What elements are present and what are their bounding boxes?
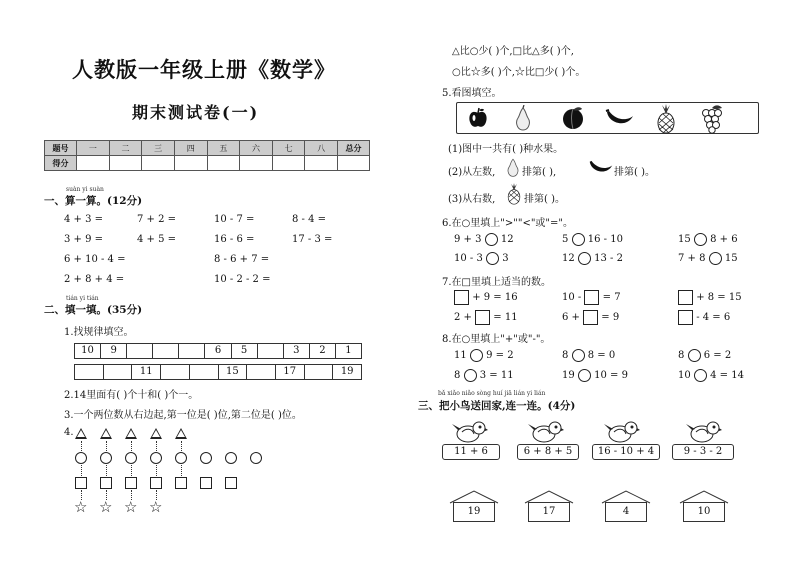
calc-problem: 7 + 2 = bbox=[137, 214, 177, 225]
seq-cell: 19 bbox=[340, 366, 354, 377]
seq-cell[interactable] bbox=[247, 365, 276, 379]
seq-cell[interactable] bbox=[104, 365, 133, 379]
fill-q3: 3.一个两位数从右边起,第一位是( )位,第二位是( )位。 bbox=[64, 410, 302, 421]
sequence-row-1 bbox=[74, 343, 362, 359]
circle-icon bbox=[150, 452, 162, 464]
answer-circle[interactable] bbox=[572, 349, 585, 362]
grapes-icon bbox=[700, 104, 724, 134]
seq-cell: 11 bbox=[132, 365, 161, 379]
dotted-connector bbox=[131, 465, 132, 476]
score-cell[interactable] bbox=[338, 156, 370, 171]
seq-cell[interactable] bbox=[179, 344, 205, 358]
answer-circle[interactable] bbox=[470, 349, 483, 362]
bird-icon bbox=[452, 420, 488, 444]
section3-pinyin: bǎ xiǎo niǎo sòng huí jiā lián yi lián bbox=[438, 390, 546, 397]
score-cell[interactable] bbox=[109, 156, 142, 171]
apple-icon bbox=[467, 107, 489, 129]
banana-icon bbox=[605, 108, 635, 128]
score-col: 五 bbox=[207, 141, 240, 156]
bird-icon bbox=[528, 420, 564, 444]
bird-expression[interactable]: 11 + 6 bbox=[442, 444, 500, 460]
star-icon: ☆ bbox=[74, 498, 88, 516]
q5-sub3-rank: 排第( )。 bbox=[524, 194, 565, 205]
answer-box[interactable] bbox=[584, 290, 599, 305]
peach-icon bbox=[561, 106, 585, 130]
score-col: 七 bbox=[272, 141, 305, 156]
calc-problem: 10 - 2 - 2 = bbox=[214, 274, 271, 285]
fruit-strip bbox=[456, 102, 759, 134]
house-number: 10 bbox=[683, 502, 725, 522]
circle-icon bbox=[200, 452, 212, 464]
score-cell[interactable] bbox=[142, 156, 175, 171]
pear-icon bbox=[514, 105, 532, 131]
q5-heading: 5.看图填空。 bbox=[442, 88, 502, 99]
fill-box-item: 2 + = 11 bbox=[454, 312, 518, 323]
bird-expression[interactable]: 6 + 8 + 5 bbox=[517, 444, 579, 460]
q4-line1: △比○少( )个,□比△多( )个, bbox=[452, 46, 574, 57]
operator-item: 8 6 = 2 bbox=[678, 350, 732, 361]
fill-q2: 2.14里面有( )个十和( )个一。 bbox=[64, 390, 199, 401]
seq-cell: 9 bbox=[101, 344, 127, 358]
score-cell[interactable] bbox=[240, 156, 273, 171]
triangle-icon bbox=[125, 428, 137, 439]
fill-box-item: + 9 = 16 bbox=[454, 290, 518, 305]
operator-item: 8 8 = 0 bbox=[562, 350, 616, 361]
seq-cell: 2 bbox=[310, 344, 336, 358]
answer-circle[interactable] bbox=[694, 369, 707, 382]
triangle-icon bbox=[150, 428, 162, 439]
seq-cell: 5 bbox=[232, 344, 258, 358]
calc-problem: 4 + 5 = bbox=[137, 234, 177, 245]
fill-box-item: - 4 = 6 bbox=[678, 310, 730, 325]
seq-cell: 17 bbox=[276, 365, 305, 379]
q5-sub3-prefix: (3)从右数, bbox=[448, 194, 496, 205]
seq-cell: 15 bbox=[219, 365, 248, 379]
calc-problem: 10 - 7 = bbox=[214, 214, 255, 225]
circle-icon bbox=[175, 452, 187, 464]
calc-problem: 16 - 6 = bbox=[214, 234, 255, 245]
calc-problem: 8 - 4 = bbox=[292, 214, 327, 225]
circle-icon bbox=[100, 452, 112, 464]
answer-circle[interactable] bbox=[709, 252, 722, 265]
compare-item: 10 - 3 3 bbox=[454, 253, 509, 264]
square-icon bbox=[200, 477, 212, 489]
calc-problem: 17 - 3 = bbox=[292, 234, 333, 245]
seq-cell: 1 bbox=[345, 345, 352, 356]
seq-cell[interactable] bbox=[305, 365, 334, 379]
dotted-connector bbox=[156, 441, 157, 451]
score-col: 四 bbox=[174, 141, 207, 156]
fill-box-item: 10 - = 7 bbox=[562, 292, 621, 303]
operator-item: 8 3 = 11 bbox=[454, 370, 514, 381]
compare-item: 7 + 8 15 bbox=[678, 253, 738, 264]
calc-problem: 4 + 3 = bbox=[64, 214, 104, 225]
section2-heading: 二、填一填。(35分) bbox=[44, 304, 143, 316]
dotted-connector bbox=[106, 441, 107, 451]
circle-icon bbox=[75, 452, 87, 464]
q6-heading: 6.在○里填上">""<"或"="。 bbox=[442, 218, 574, 229]
square-icon bbox=[175, 477, 187, 489]
answer-box[interactable] bbox=[678, 290, 693, 305]
page-title: 人教版一年级上册《数学》 bbox=[72, 57, 336, 82]
answer-circle[interactable] bbox=[485, 233, 498, 246]
answer-box[interactable] bbox=[454, 290, 469, 305]
compare-item: 5 16 - 10 bbox=[562, 234, 623, 245]
answer-circle[interactable] bbox=[694, 233, 707, 246]
score-total-header: 总分 bbox=[338, 141, 370, 156]
house-number: 17 bbox=[528, 502, 570, 522]
square-icon bbox=[225, 477, 237, 489]
score-row-header: 题号 bbox=[45, 141, 77, 156]
dotted-connector bbox=[156, 465, 157, 476]
dotted-connector bbox=[81, 465, 82, 476]
dotted-connector bbox=[106, 465, 107, 476]
q5-sub1: (1)图中一共有( )种水果。 bbox=[448, 144, 564, 155]
bird-expression[interactable]: 16 - 10 + 4 bbox=[592, 444, 660, 460]
seq-cell: 10 bbox=[75, 344, 101, 358]
star-icon: ☆ bbox=[149, 498, 163, 516]
star-icon: ☆ bbox=[124, 498, 138, 516]
triangle-icon bbox=[175, 428, 187, 439]
section1-pinyin: suàn yi suàn bbox=[66, 186, 104, 193]
answer-box[interactable] bbox=[678, 310, 693, 325]
section1-heading: 一、算一算。(12分) bbox=[44, 195, 143, 207]
page-subtitle: 期末测试卷(一) bbox=[132, 103, 260, 122]
seq-cell[interactable] bbox=[190, 365, 219, 379]
fill-q1: 1.找规律填空。 bbox=[64, 327, 134, 338]
answer-circle[interactable] bbox=[578, 369, 591, 382]
score-cell[interactable] bbox=[207, 156, 240, 171]
banana-icon bbox=[588, 158, 614, 176]
circle-icon bbox=[225, 452, 237, 464]
dotted-connector bbox=[181, 465, 182, 476]
answer-circle[interactable] bbox=[578, 252, 591, 265]
compare-item: 12 13 - 2 bbox=[562, 253, 623, 264]
q5-sub2-pear-rank: 排第( ), bbox=[522, 167, 557, 178]
square-icon bbox=[100, 477, 112, 489]
score-cell[interactable] bbox=[174, 156, 207, 171]
score-col: 六 bbox=[240, 141, 273, 156]
score-col: 八 bbox=[305, 141, 338, 156]
house-number: 4 bbox=[605, 502, 647, 522]
calc-problem: 8 - 6 + 7 = bbox=[214, 254, 270, 265]
q8-heading: 8.在○里填上"+"或"-"。 bbox=[442, 334, 551, 345]
section3-heading: 三、把小鸟送回家,连一连。(4分) bbox=[418, 400, 576, 412]
seq-cell: 3 bbox=[284, 344, 310, 358]
bird-icon bbox=[686, 420, 722, 444]
seq-cell: 6 bbox=[205, 344, 231, 358]
sequence-row-2 bbox=[74, 364, 362, 380]
pineapple-icon bbox=[655, 104, 677, 134]
score-cell[interactable] bbox=[305, 156, 338, 171]
answer-box[interactable] bbox=[583, 310, 598, 325]
seq-cell[interactable] bbox=[258, 344, 284, 358]
compare-item: 15 8 + 6 bbox=[678, 234, 738, 245]
dotted-connector bbox=[81, 441, 82, 451]
section2-pinyin: tián yi tián bbox=[66, 295, 99, 302]
fill-q4-label: 4. bbox=[64, 427, 74, 438]
compare-item: 9 + 3 12 bbox=[454, 234, 514, 245]
q5-sub2-prefix: (2)从左数, bbox=[448, 167, 496, 178]
seq-cell[interactable] bbox=[153, 344, 179, 358]
pineapple-icon bbox=[506, 182, 522, 206]
answer-circle[interactable] bbox=[464, 369, 477, 382]
square-icon bbox=[125, 477, 137, 489]
operator-item: 11 9 = 2 bbox=[454, 350, 514, 361]
bird-expression[interactable]: 9 - 3 - 2 bbox=[672, 444, 734, 460]
answer-circle[interactable] bbox=[688, 349, 701, 362]
calc-problem: 6 + 10 - 4 = bbox=[64, 254, 126, 265]
calc-problem: 3 + 9 = bbox=[64, 234, 104, 245]
circle-icon bbox=[125, 452, 137, 464]
seq-cell[interactable] bbox=[75, 365, 104, 379]
score-table bbox=[44, 140, 370, 171]
dotted-connector bbox=[131, 441, 132, 451]
answer-circle[interactable] bbox=[486, 252, 499, 265]
seq-cell[interactable] bbox=[127, 344, 153, 358]
operator-item: 10 4 = 14 bbox=[678, 370, 744, 381]
answer-circle[interactable] bbox=[572, 233, 585, 246]
score-col: 一 bbox=[77, 141, 110, 156]
q4-line2: ○比☆多( )个,☆比□少( )个。 bbox=[452, 67, 586, 78]
score-col: 三 bbox=[142, 141, 175, 156]
score-row-header: 得分 bbox=[45, 156, 77, 171]
square-icon bbox=[150, 477, 162, 489]
calc-problem: 2 + 8 + 4 = bbox=[64, 274, 125, 285]
fill-box-item: 6 + = 9 bbox=[562, 312, 620, 323]
house-number: 19 bbox=[453, 502, 495, 522]
bird-icon bbox=[604, 420, 640, 444]
seq-cell[interactable] bbox=[161, 365, 190, 379]
q7-heading: 7.在□里填上适当的数。 bbox=[442, 277, 551, 288]
operator-item: 19 10 = 9 bbox=[562, 370, 628, 381]
star-icon: ☆ bbox=[99, 498, 113, 516]
circle-icon bbox=[250, 452, 262, 464]
score-col: 二 bbox=[109, 141, 142, 156]
dotted-connector bbox=[181, 441, 182, 451]
fill-box-item: + 8 = 15 bbox=[678, 290, 742, 305]
pear-icon bbox=[506, 156, 520, 178]
q5-sub2-banana-rank: 排第( )。 bbox=[614, 167, 655, 178]
answer-box[interactable] bbox=[475, 310, 490, 325]
square-icon bbox=[75, 477, 87, 489]
score-cell[interactable] bbox=[272, 156, 305, 171]
triangle-icon bbox=[75, 428, 87, 439]
triangle-icon bbox=[100, 428, 112, 439]
score-cell[interactable] bbox=[77, 156, 110, 171]
